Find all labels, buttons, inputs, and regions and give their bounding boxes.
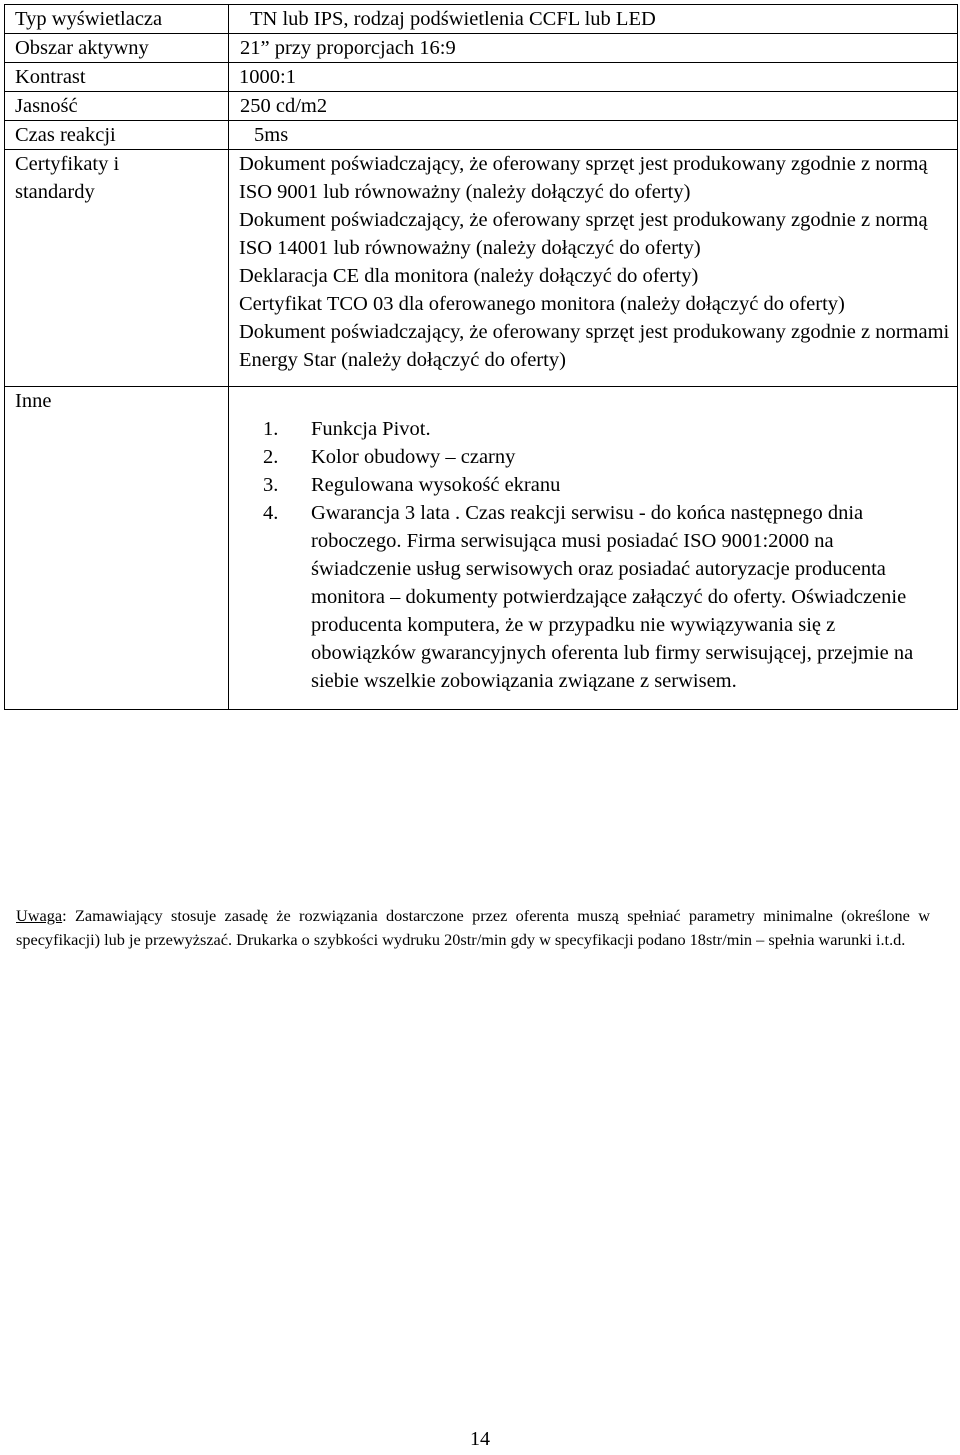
spec-row bbox=[5, 121, 958, 150]
spec-label: Typ wyświetlacza bbox=[5, 5, 229, 34]
certificates-row bbox=[5, 150, 958, 387]
other-label: Inne bbox=[5, 387, 229, 710]
list-item bbox=[263, 415, 937, 443]
spec-row bbox=[5, 92, 958, 121]
note-label: Uwaga bbox=[16, 906, 63, 926]
spec-label: Czas reakcji bbox=[5, 121, 229, 150]
page-number: 14 bbox=[470, 1428, 490, 1450]
certificates-label-line: standardy bbox=[15, 181, 95, 203]
certificates-label bbox=[5, 150, 229, 387]
spec-value: 21” przy proporcjach 16:9 bbox=[229, 34, 958, 63]
spec-value: 250 cd/m2 bbox=[229, 92, 958, 121]
certificate-item: Dokument poświadczający, że oferowany sprzęt jest produkowany zgodnie z normą ISO 14001 lub równoważny (należy dołączyć do oferty) bbox=[239, 209, 928, 259]
spec-value: 5ms bbox=[229, 121, 958, 150]
note-text: : Zamawiający stosuje zasadę że rozwiązania dostarczone przez oferenta muszą spełniać parametry minimalne (określone w specyfikacji) lub je przewyższać. Drukarka o szybkości wydruku 20str/min gdy w specyfikacji podano 18str/min – spełnia warunki i.t.d. bbox=[16, 906, 930, 950]
spec-table bbox=[4, 4, 958, 710]
spec-value: TN lub IPS, rodzaj podświetlenia CCFL lub LED bbox=[229, 5, 958, 34]
list-item-text: Funkcja Pivot. bbox=[311, 418, 431, 440]
certificate-item: Deklaracja CE dla monitora (należy dołączyć do oferty) bbox=[239, 265, 699, 287]
list-item bbox=[263, 499, 937, 695]
spec-value: 1000:1 bbox=[229, 63, 958, 92]
list-item-text: Gwarancja 3 lata . Czas reakcji serwisu - do końca następnego dnia roboczego. Firma serwisująca musi posiadać ISO 9001:2000 na świadczenie usług serwisowych oraz posiadać autoryzacje producenta monitora – dokumenty potwierdzające załączyć do oferty. Oświadczenie producenta komputera, że w przypadku nie wywiązywania się z obowiązków gwarancyjnych oferenta lub firmy serwisującej, przejmie na siebie wszelkie zobowiązania związane z serwisem. bbox=[311, 502, 914, 692]
spec-label: Kontrast bbox=[5, 63, 229, 92]
other-list bbox=[239, 415, 957, 695]
certificates-list bbox=[229, 150, 958, 387]
list-item-text: Kolor obudowy – czarny bbox=[311, 446, 516, 468]
list-item-number: 1. bbox=[263, 418, 279, 440]
list-item-text: Regulowana wysokość ekranu bbox=[311, 474, 561, 496]
certificate-item: Dokument poświadczający, że oferowany sprzęt jest produkowany zgodnie z normami Energy Star (należy dołączyć do oferty) bbox=[239, 321, 950, 371]
list-item bbox=[263, 471, 937, 499]
other-cell bbox=[229, 387, 958, 710]
list-item-number: 3. bbox=[263, 474, 279, 496]
list-item bbox=[263, 443, 937, 471]
spec-label: Obszar aktywny bbox=[5, 34, 229, 63]
note-paragraph bbox=[16, 904, 930, 952]
spec-row bbox=[5, 63, 958, 92]
certificate-item: Certyfikat TCO 03 dla oferowanego monitora (należy dołączyć do oferty) bbox=[239, 293, 845, 315]
certificates-label-line: Certyfikaty i bbox=[15, 153, 120, 175]
spec-row bbox=[5, 5, 958, 34]
list-item-number: 4. bbox=[263, 502, 279, 524]
certificate-item: Dokument poświadczający, że oferowany sprzęt jest produkowany zgodnie z normą ISO 9001 lub równoważny (należy dołączyć do oferty) bbox=[239, 153, 928, 203]
other-row bbox=[5, 387, 958, 710]
spec-label: Jasność bbox=[5, 92, 229, 121]
list-item-number: 2. bbox=[263, 446, 279, 468]
spec-row bbox=[5, 34, 958, 63]
